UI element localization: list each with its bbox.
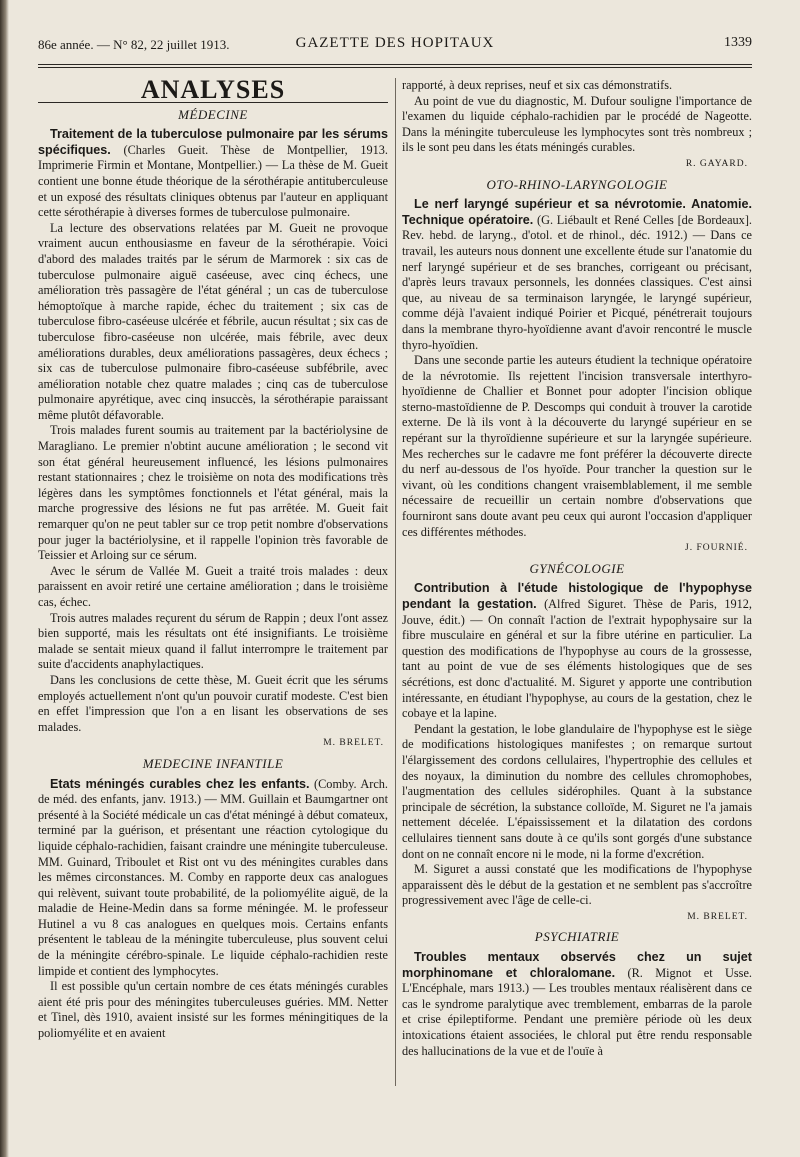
paragraph: rapporté, à deux reprises, neuf et six cas démonstratifs. — [402, 78, 673, 92]
author-signature: M. BRELET. — [687, 911, 748, 922]
article-intro — [402, 581, 752, 721]
section-heading-oto-rhino: OTO-RHINO-LARYNGOLOGIE — [486, 176, 668, 192]
article-intro — [38, 777, 388, 980]
journal-name: GAZETTE DES HOPITAUX — [295, 35, 495, 51]
paragraph: Dans les conclusions de cette thèse, M. Gueit écrit que les sérums employés actuellement n'ont qu'un pouvoir curatif modeste. C'est bien en effet l'impression que l'on a en lisant les observations de ses malades. — [38, 672, 388, 734]
article-intro — [402, 197, 752, 353]
article-reference: (G. Liébault et René Celles [de Bordeaux]. Rev. hebd. de laryng., d'otol. et de rhinol., déc. 1912.) — Dans ce travail, les auteurs nous donnent une excellente étude sur l'anatomie du nerf laryngé supérieur et de ses branches, corrigeant ou précisant, d'après leurs travaux personnels, les données classiques. C'est ainsi que, au niveau de sa terminaison laryngée, le laryngé supérieur, comme déjà l'avaient indiqué Poirier et Picqué, pénétrerait toujours dans la membrane thyro-hyoïdienne avant d'avoir rencontré le muscle thyro-hyoïdien. — [402, 212, 752, 352]
article-intro — [402, 950, 752, 1059]
article-title: Traitement de la tuberculose pulmonaire par les sérums spécifiques. — [38, 127, 388, 157]
article-intro — [38, 127, 388, 221]
page-title: ANALYSES — [140, 75, 286, 104]
section-heading-psychiatrie: PSYCHIATRIE — [534, 929, 620, 945]
author-signature: R. GAYARD. — [685, 158, 748, 169]
page-number: 1339 — [724, 35, 752, 50]
paragraph: Dans une seconde partie les auteurs étudient la technique opératoire de la névrotomie. Ils rejettent l'incision transversale interthyro-hyoïdienne de Challier et Bonnet pour adopter l'incision oblique sterno-mastoïdienne de P. Descomps qui conduit à trouver la carotide externe. De là ils vont à la découverte du laryngé supérieur en se repérant sur la thyroïdienne supérieure et sur la laryngée supérieure. Mes recherches sur le cadavre me font préférer la découverte directe du nerf au-dessous de l'os hyoïde. Pour trancher la question sur le vivant, où les conditions changent vraisemblablement, il me semble nécessaire de recueillir un certain nombre d'observations que fourniront sans doute avant peu ceux qui auront l'occasion d'appliquer ces différentes méthodes. — [402, 353, 752, 539]
paragraph: Avec le sérum de Vallée M. Gueit a traité trois malades : deux paraissent en avoir retiré une certaine amélioration ; dans le troisième cas, échec. — [38, 563, 388, 609]
article-title: Etats méningés curables chez les enfants. — [50, 776, 310, 791]
article-title: Troubles mentaux observés chez un sujet morphinomane et chloralomane. — [402, 950, 752, 980]
paragraph: Trois malades furent soumis au traitement par la bactériolysine de Maragliano. Le premier n'obtint aucune amélioration ; le second vit son état général heureusement influencé, les lésions pulmonaires restant stationnaires ; chez le troisième on nota des modifications très légères dans les symptômes fonctionnels et l'état général, mais la marche progressive des lésions ne fut pas arrêtée. M. Gueit fait remarquer qu'on ne peut tabler sur ce trop petit nombre d'observations pour juger la bactériolysine, et il rappelle l'opinion très favorable de Teissier et Arloing sur ce sérum. — [38, 423, 388, 563]
paragraph: Il est possible qu'un certain nombre de ces états méningés curables aient été pris pour des méningites tuberculeuses guéries. MM. Netter et Tinel, dès 1910, avaient insisté sur les formes méningitiques de la poliomyélite et en avaient — [38, 979, 388, 1041]
page-header — [38, 34, 752, 56]
section-heading-medecine-infantile: MEDECINE INFANTILE — [142, 755, 284, 771]
issue-info: 86e année. — N° 82, 22 juillet 1913. — [38, 37, 230, 52]
article-reference: (Comby. Arch. de méd. des enfants, janv. 1913.) — MM. Guillain et Baumgartner ont présenté à la Société médicale un cas d'état méningé à début comateux, terminé par la guérison, et présentant une réaction cytologique du liquide céphalo-rachidien, faisant craindre une méningite tuberculeuse. MM. Guinard, Triboulet et Rist ont vu des méningites curables dans les mêmes circonstances. M. Comby en rapporte deux cas analogues qui relèvent, suivant toute probabilité, de la poliomyélite aiguë, de la maladie de Heine-Medin dans sa forme méningée. M. le professeur Hutinel a vu 8 cas analogues en quelques mois. Certains enfants présentent le tableau de la méningite tuberculeuse, plus souvent celui de la méningite cérébro-spinale. Le liquide céphalo-rachidien reste limpide et contient des lymphocytes. — [38, 776, 389, 978]
header-rule-double — [38, 67, 752, 68]
author-signature: J. FOURNIÉ. — [685, 543, 748, 554]
paragraph: M. Siguret a aussi constaté que les modifications de l'hypophyse apparaissent dès le début de la gestation et ne semblent pas s'accroître progressivement avec l'âge de celle-ci. — [402, 862, 752, 908]
paragraph: Au point de vue du diagnostic, M. Dufour souligne l'importance de l'examen du liquide céphalo-rachidien par le procédé de Nageotte. Dans la méningite tuberculeuse les lymphocytes sont très nombreux ; ils le sont peu dans les états méningés curables. — [402, 93, 752, 155]
header-rule — [38, 64, 752, 65]
article-reference: (Charles Gueit. Thèse de Montpellier, 1913. Imprimerie Firmin et Montane, Montpellier.) — La thèse de M. Gueit contient une bonne étude théorique de la sérothérapie antituberculeuse et un exposé des résultats cliniques obtenus par l'auteur en appliquant cette sérothérapie à diverses formes de tuberculose pulmonaire. — [38, 142, 388, 220]
article-reference: (R. Mignot et Usse. L'Encéphale, mars 1913.) — Les troubles mentaux réalisèrent dans ce cas le syndrome paralytique avec tremblement, embarras de la parole et crise épileptiforme. Pendant une première période où les deux intoxications étaient associées, le chloral put être rendu responsable des hallucinations de la vue et de l'ouïe à — [402, 965, 752, 1058]
paragraph: Pendant la gestation, le lobe glandulaire de l'hypophyse est le siège de modifications histologiques manifestes ; on remarque surtout l'élargissement des cordons cellulaires, l'hypertrophie des cellules et des noyaux, la diminution du nombre des cellules chromophobes, l'augmentation des cellules sidérophiles. Quant à la substance principale de sécrétion, la substance colloïde, M. Siguret ne l'a jamais nettement décelée. L'épaississement et la dilatation des cordons cellulaires tiennent sans doute à ce qu'ils sont gorgés d'une substance dont on ne connaît encore ni le mode, ni la forme d'excrétion. — [402, 721, 752, 861]
section-heading-gynecologie: GYNÉCOLOGIE — [529, 560, 625, 576]
author-signature: M. BRELET. — [323, 738, 384, 749]
binding-edge — [0, 0, 9, 1157]
section-heading-medecine: MÉDECINE — [178, 106, 248, 122]
right-column — [402, 78, 752, 1059]
column-divider — [395, 78, 396, 1086]
left-column — [38, 75, 389, 1042]
paragraph: La lecture des observations relatées par M. Gueit ne provoque vraiment aucun enthousiasme en faveur de la sérothérapie. Voici d'abord des malades traités par le sérum de Marmorek : six cas de tuberculose pulmonaire aiguë caséeuse, avec cinq échecs, une amélioration très passagère de l'état général ; un cas de tuberculose hémoptoïque à marche rapide, échec du traitement ; six cas de tuberculose fibro-caséeuse ulcérée et fébrile, aucun résultat ; six cas de tuberculose fibro-caséeuse non ulcérée, mais fébrile, avec deux améliorations durables, deux améliorations passagères, deux échecs ; six cas de tuberculose pulmonaire fibro-caséeuse subfébrile, avec amélioration notable chez quatre malades ; cinq cas de tuberculose pulmonaire apyrétique, avec cinq insuccès, la sérothérapie paraissant même plutôt défavorable. — [38, 220, 388, 422]
paragraph: Trois autres malades reçurent du sérum de Rappin ; deux l'ont assez bien supporté, mais les résultats ont été insignifiants. Le troisième malade se sentait mieux quand il fallut interrompre le traitement par suite d'accidents anaphylactiques. — [38, 610, 388, 672]
article-title: Contribution à l'étude histologique de l'hypophyse pendant la gestation. — [402, 581, 752, 611]
article-title: Le nerf laryngé supérieur et sa névrotomie. Anatomie. Technique opératoire. — [402, 197, 752, 227]
article-reference: (Alfred Siguret. Thèse de Paris, 1912, Jouve, édit.) — On connaît l'action de l'extrait hypophysaire sur la fibre musculaire en général et sur la fibre utérine en particulier. La question des modifications de l'hypophyse au cours de la grossesse, tant au point de vue de ses éléments histologiques que de ses sécrétions, est donc d'actualité. M. Siguret y apporte une contribution intéressante, en étudiant l'hypophyse, au cours de la gestation, chez le cobaye et la lapine. — [402, 597, 752, 721]
